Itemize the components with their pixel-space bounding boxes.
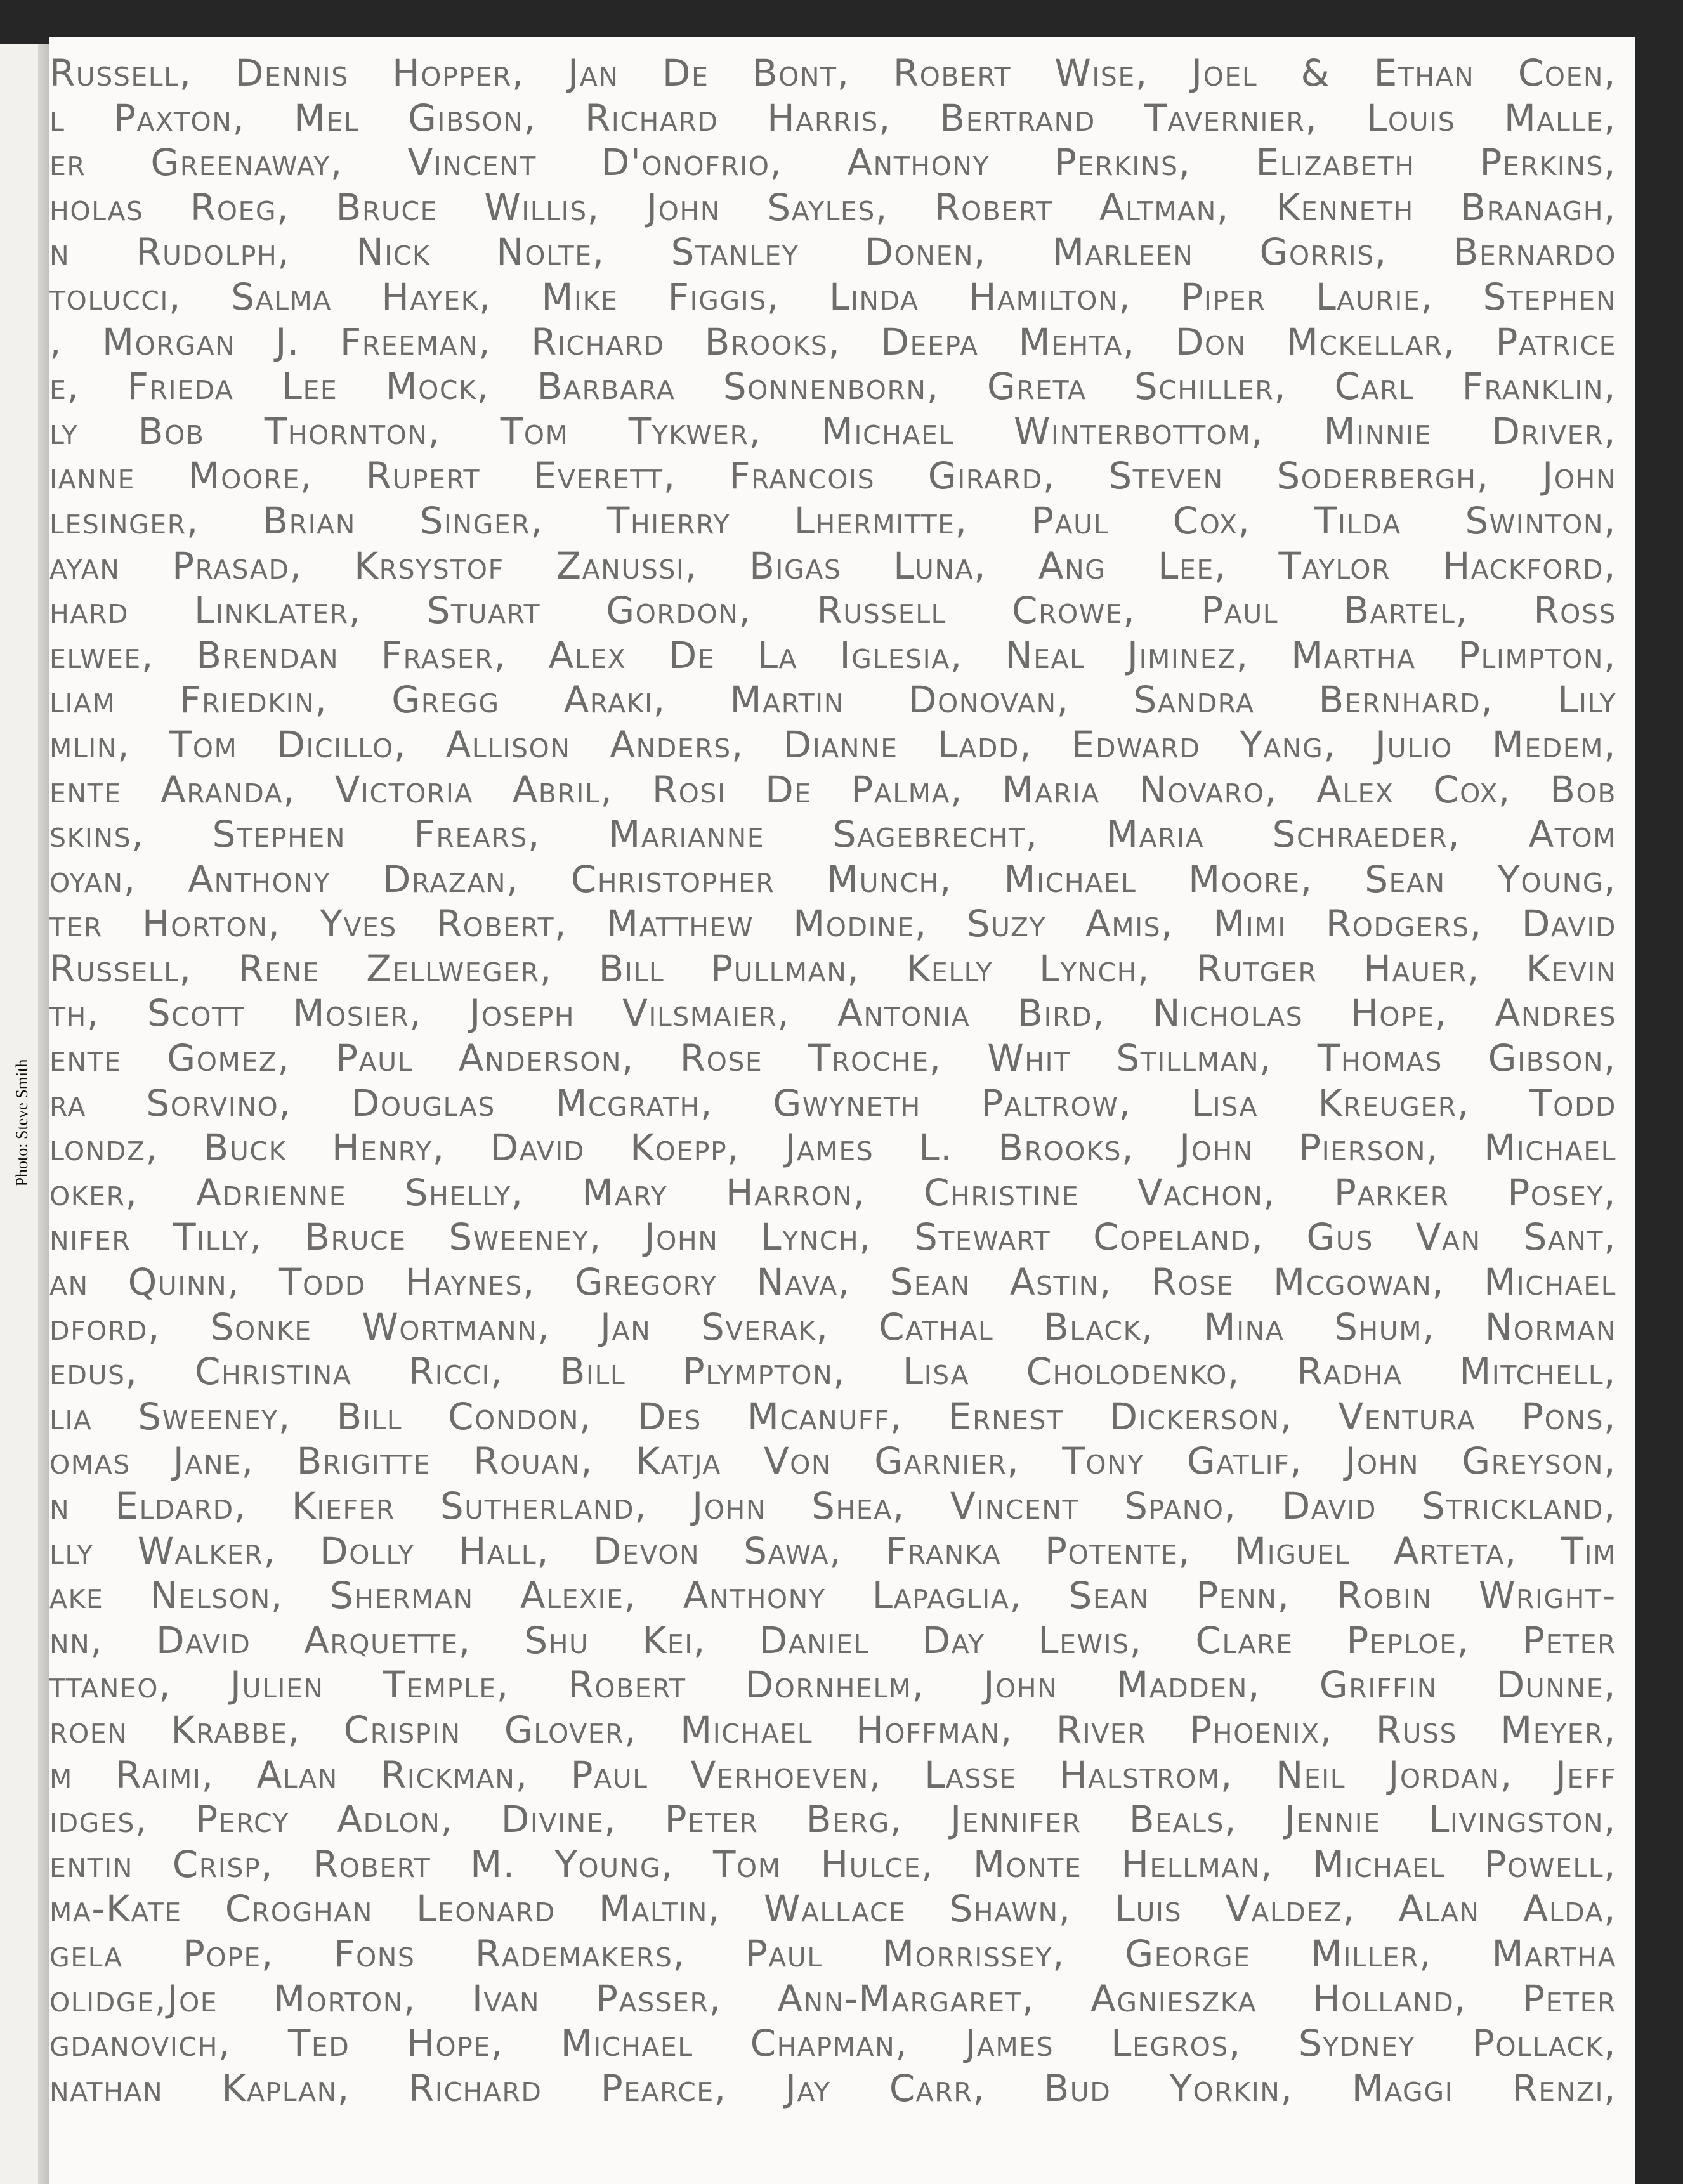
page-fold — [38, 44, 51, 2184]
name-line: hard Linklater, Stuart Gordon, Russell Crowe, Paul Bartel, Ross — [49, 589, 1616, 632]
name-line: ayan Prasad, Krsystof Zanussi, Bigas Luna, Ang Lee, Taylor Hackford, — [49, 544, 1616, 587]
name-line: Russell, Dennis Hopper, Jan De Bont, Robert Wise, Joel & Ethan Coen, — [49, 51, 1616, 95]
name-line: nathan Kaplan, Richard Pearce, Jay Carr, Bud Yorkin, Maggi Renzi, — [49, 2066, 1616, 2110]
name-line: nifer Tilly, Bruce Sweeney, John Lynch, Stewart Copeland, Gus Van Sant, — [49, 1215, 1616, 1259]
name-line: n Eldard, Kiefer Sutherland, John Shea, Vincent Spano, David Strickland, — [49, 1484, 1616, 1527]
name-line: omas Jane, Brigitte Rouan, Katja Von Garnier, Tony Gatlif, John Greyson, — [49, 1439, 1616, 1483]
name-line: elwee, Brendan Fraser, Alex De La Iglesia, Neal Jiminez, Martha Plimpton, — [49, 633, 1616, 677]
name-line: ra Sorvino, Douglas Mcgrath, Gwyneth Paltrow, Lisa Kreuger, Todd — [49, 1081, 1616, 1125]
name-line: n Rudolph, Nick Nolte, Stanley Donen, Marleen Gorris, Bernardo — [49, 230, 1616, 274]
name-line: lly Walker, Dolly Hall, Devon Sawa, Franka Potente, Miguel Arteta, Tim — [49, 1529, 1616, 1573]
name-line: ly Bob Thornton, Tom Tykwer, Michael Winterbottom, Minnie Driver, — [49, 409, 1616, 453]
name-line: ttaneo, Julien Temple, Robert Dornhelm, John Madden, Griffin Dunne, — [49, 1663, 1616, 1707]
name-line: lia Sweeney, Bill Condon, Des Mcanuff, Ernest Dickerson, Ventura Pons, — [49, 1394, 1616, 1438]
name-line: holas Roeg, Bruce Willis, John Sayles, Robert Altman, Kenneth Branagh, — [49, 185, 1616, 229]
name-line: nn, David Arquette, Shu Kei, Daniel Day Lewis, Clare Peploe, Peter — [49, 1618, 1616, 1662]
name-line: roen Krabbe, Crispin Glover, Michael Hoffman, River Phoenix, Russ Meyer, — [49, 1708, 1616, 1751]
name-line: edus, Christina Ricci, Bill Plympton, Lisa Cholodenko, Radha Mitchell, — [49, 1350, 1616, 1394]
names-list — [49, 51, 1616, 2110]
name-line: dford, Sonke Wortmann, Jan Sverak, Cathal Black, Mina Shum, Norman — [49, 1305, 1616, 1349]
name-line: er Greenaway, Vincent D'onofrio, Anthony Perkins, Elizabeth Perkins, — [49, 141, 1616, 185]
name-line: tolucci, Salma Hayek, Mike Figgis, Linda Hamilton, Piper Laurie, Stephen — [49, 275, 1616, 318]
name-line: oker, Adrienne Shelly, Mary Harron, Christine Vachon, Parker Posey, — [49, 1170, 1616, 1214]
name-line: skins, Stephen Frears, Marianne Sagebrecht, Maria Schraeder, Atom — [49, 813, 1616, 856]
name-line: ma-Kate Croghan Leonard Maltin, Wallace Shawn, Luis Valdez, Alan Alda, — [49, 1887, 1616, 1931]
name-line: ianne Moore, Rupert Everett, Francois Girard, Steven Soderbergh, John — [49, 454, 1616, 498]
name-line: oyan, Anthony Drazan, Christopher Munch, Michael Moore, Sean Young, — [49, 857, 1616, 901]
name-line: ter Horton, Yves Robert, Matthew Modine, Suzy Amis, Mimi Rodgers, David — [49, 902, 1616, 946]
name-line: ake Nelson, Sherman Alexie, Anthony Lapaglia, Sean Penn, Robin Wright- — [49, 1574, 1616, 1618]
right-page — [49, 37, 1635, 2184]
name-line: gdanovich, Ted Hope, Michael Chapman, James Legros, Sydney Pollack, — [49, 2022, 1616, 2065]
name-line: mlin, Tom Dicillo, Allison Anders, Dianne Ladd, Edward Yang, Julio Medem, — [49, 723, 1616, 766]
name-line: lesinger, Brian Singer, Thierry Lhermitte, Paul Cox, Tilda Swinton, — [49, 499, 1616, 542]
name-line: ente Aranda, Victoria Abril, Rosi De Palma, Maria Novaro, Alex Cox, Bob — [49, 768, 1616, 811]
name-line: liam Friedkin, Gregg Araki, Martin Donovan, Sandra Bernhard, Lily — [49, 678, 1616, 722]
name-line: gela Pope, Fons Rademakers, Paul Morrissey, George Miller, Martha — [49, 1932, 1616, 1975]
name-line: l Paxton, Mel Gibson, Richard Harris, Bertrand Tavernier, Louis Malle, — [49, 96, 1616, 140]
name-line: m Raimi, Alan Rickman, Paul Verhoeven, Lasse Halstrom, Neil Jordan, Jeff — [49, 1753, 1616, 1796]
name-line: londz, Buck Henry, David Koepp, James L. Brooks, John Pierson, Michael — [49, 1126, 1616, 1170]
photo-credit-text: Photo: Steve Smith — [13, 1059, 31, 1187]
name-line: th, Scott Mosier, Joseph Vilsmaier, Antonia Bird, Nicholas Hope, Andres — [49, 991, 1616, 1035]
name-line: olidge,Joe Morton, Ivan Passer, Ann-Margaret, Agnieszka Holland, Peter — [49, 1977, 1616, 2020]
name-line: ente Gomez, Paul Anderson, Rose Troche, Whit Stillman, Thomas Gibson, — [49, 1036, 1616, 1080]
name-line: e, Frieda Lee Mock, Barbara Sonnenborn, Greta Schiller, Carl Franklin, — [49, 365, 1616, 409]
name-line: idges, Percy Adlon, Divine, Peter Berg, Jennifer Beals, Jennie Livingston, — [49, 1798, 1616, 1841]
name-line: , Morgan J. Freeman, Richard Brooks, Deepa Mehta, Don Mckellar, Patrice — [49, 320, 1616, 363]
name-line: an Quinn, Todd Haynes, Gregory Nava, Sean Astin, Rose Mcgowan, Michael — [49, 1260, 1616, 1304]
name-line: Russell, Rene Zellweger, Bill Pullman, Kelly Lynch, Rutger Hauer, Kevin — [49, 946, 1616, 990]
name-line: entin Crisp, Robert M. Young, Tom Hulce, Monte Hellman, Michael Powell, — [49, 1842, 1616, 1886]
